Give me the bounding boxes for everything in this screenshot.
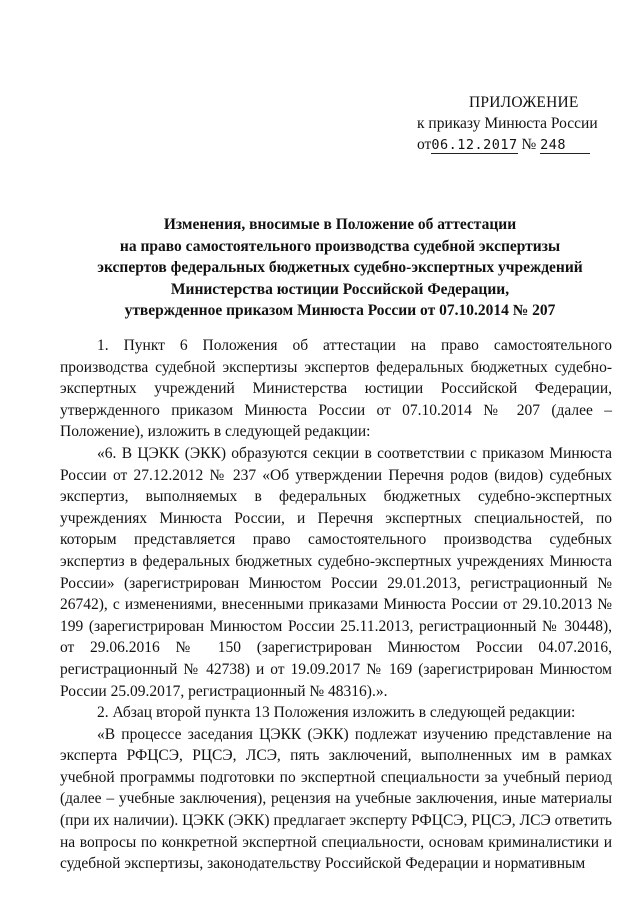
paragraph-item-2: 2. Абзац второй пункта 13 Положения изложить в следующей редакции: <box>97 704 576 722</box>
paragraph-item-2-quote: «В процессе заседания ЦЭКК (ЭКК) подлежат изучению представление на эксперта РФЦСЭ, РЦСЭ, ЛСЭ, пять заключений, выполненных им в рамках учебной программы подготовки по экспертной специальности за учебный период (далее – учебные заключения), рецензия на учебные заключения, иные материалы (при их наличии). ЦЭКК (ЭКК) предлагает эксперту РФЦСЭ, РЦСЭ, ЛСЭ ответить на вопросы по конкретной экспертной специальности, основам криминалистики и судебной экспертизы, законодательству Российской Федерации и нормативным <box>60 725 612 873</box>
handwritten-date: 06.12.2017 <box>431 137 518 153</box>
date-prefix: от <box>417 136 432 153</box>
number-prefix: № <box>521 136 537 153</box>
appendix-order-reference: к приказу Минюста России <box>417 115 598 132</box>
heading-line: Министерства юстиции Российской Федерации, <box>170 280 510 298</box>
appendix-header <box>415 92 625 156</box>
heading-line: Изменения, вносимые в Положение об аттестации <box>163 216 517 233</box>
paragraph-item-1-quote: «6. В ЦЭКК (ЭКК) образуются секции в соответствии с приказом Минюста России от 27.12.2012 № 237 «Об утверждении Перечня родов (видов) судебных экспертиз, выполняемых в федеральных бюджетных судебно-экспертных учреждениях Минюста России, и Перечня экспертных специальностей, по которым представляется право самостоятельного производства судебных экспертиз в федеральных бюджетных судебно-экспертных учреждениях Минюста России» (зарегистрирован Минюстом России 29.01.2013, регистрационный № 26742), с изменениями, внесенными приказами Минюста России от 29.10.2013 № 199 (зарегистрирован Минюстом России 25.11.2013, регистрационный № 30448), от 29.06.2016 № 150 (зарегистрирован Минюстом России 04.07.2016, регистрационный № 42738) и от 19.09.2017 № 169 (зарегистрирован Минюстом России 25.09.2017, регистрационный № 48316).». <box>60 444 612 700</box>
heading-line: утвержденное приказом Минюста России от 07.10.2014 № 207 <box>124 302 556 319</box>
document-heading <box>60 214 620 322</box>
heading-line: на право самостоятельного производства судебной экспертизы <box>119 237 561 255</box>
handwritten-number: 248 <box>540 137 590 154</box>
appendix-date-number <box>415 134 625 156</box>
document-body <box>60 335 612 875</box>
paragraph-item-1: 1. Пункт 6 Положения об аттестации на право самостоятельного производства судебной экспертизы экспертов федеральных бюджетных судебно-экспертных учреждений Министерства юстиции Российской Федерации, утвержденного приказом Минюста России от 07.10.2014 № 207 (далее – Положение), изложить в следующей редакции: <box>60 337 612 441</box>
appendix-title: ПРИЛОЖЕНИЕ <box>469 94 579 111</box>
heading-line: экспертов федеральных бюджетных судебно-экспертных учреждений <box>97 259 583 276</box>
